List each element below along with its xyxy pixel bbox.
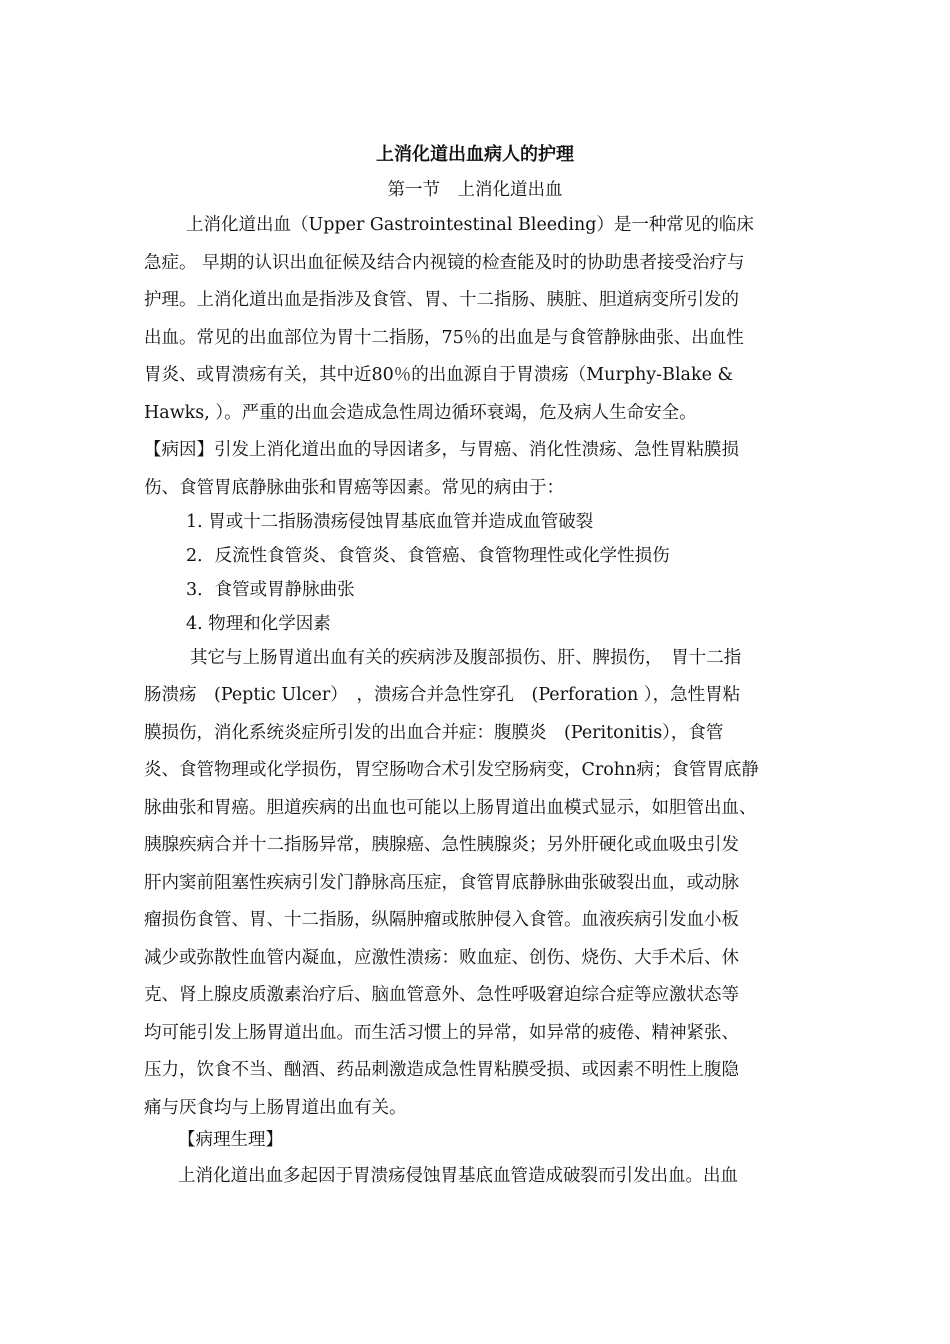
text-line: 肠溃疡 (Peptic Ulcer） ，溃疡合并急性穿孔 (Perforation ），急性胃粘 [144, 685, 741, 705]
text-line: 脉曲张和胃癌。胆道疾病的出血也可能以上肠胃道出血模式显示，如胆管出血、 [144, 798, 757, 818]
text-line: 压力，饮食不当、酗酒、药品刺激造成急性胃粘膜受损、或因素不明性上腹隐 [144, 1060, 739, 1080]
text-line: 【病因】引发上消化道出血的导因诸多，与胃癌、消化性溃疡、急性胃粘膜损 [144, 440, 739, 460]
text-line: 减少或弥散性血管内凝血，应激性溃疡：败血症、创伤、烧伤、大手术后、休 [144, 948, 739, 968]
list-item: 4. 物理和化学因素 [186, 614, 331, 634]
section-heading: 第一节 上消化道出血 [387, 180, 563, 200]
text-line: 上消化道出血（Upper Gastrointestinal Bleeding）是一种常见的临床 [186, 215, 754, 235]
text-line: 伤、食管胃底静脉曲张和胃癌等因素。常见的病由于： [144, 478, 564, 498]
text-line: 胰腺疾病合并十二指肠异常，胰腺癌、急性胰腺炎；另外肝硬化或血吸虫引发 [144, 835, 739, 855]
text-line: 肝内窦前阻塞性疾病引发门静脉高压症，食管胃底静脉曲张破裂出血，或动脉 [144, 873, 739, 893]
text-line: 上消化道出血多起因于胃溃疡侵蚀胃基底血管造成破裂而引发出血。出血 [178, 1166, 738, 1186]
text-line: 胃炎、或胃溃疡有关，其中近80％的出血源自于胃溃疡（Murphy-Blake & [144, 365, 734, 385]
text-line: 瘤损伤食管、胃、十二指肠，纵隔肿瘤或脓肿侵入食管。血液疾病引发血小板 [144, 910, 739, 930]
list-item: 3．食管或胃静脉曲张 [186, 580, 355, 600]
text-line: 护理。上消化道出血是指涉及食管、胃、十二指肠、胰脏、胆道病变所引发的 [144, 290, 739, 310]
text-line: 炎、食管物理或化学损伤，胃空肠吻合术引发空肠病变，Crohn病；食管胃底静 [144, 760, 759, 780]
list-item: 2．反流性食管炎、食管炎、食管癌、食管物理性或化学性损伤 [186, 546, 670, 566]
text-line: Hawks, ）。严重的出血会造成急性周边循环衰竭，危及病人生命安全。 [144, 403, 697, 423]
text-line: 克、肾上腺皮质激素治疗后、脑血管意外、急性呼吸窘迫综合症等应激状态等 [144, 985, 739, 1005]
text-line: 其它与上肠胃道出血有关的疾病涉及腹部损伤、肝、脾损伤， 胃十二指 [190, 648, 742, 668]
document-title: 上消化道出血病人的护理 [376, 144, 574, 165]
text-line: 痛与厌食均与上肠胃道出血有关。 [144, 1098, 407, 1118]
text-line: 膜损伤，消化系统炎症所引发的出血合并症：腹膜炎 (Peritonitis），食管 [144, 723, 724, 743]
text-line: 急症。 早期的认识出血征候及结合内视镜的检查能及时的协助患者接受治疗与 [144, 253, 745, 273]
text-line: 均可能引发上肠胃道出血。而生活习惯上的异常，如异常的疲倦、精神紧张、 [144, 1023, 739, 1043]
text-line: 出血。常见的出血部位为胃十二指肠，75％的出血是与食管静脉曲张、出血性 [144, 328, 744, 348]
section-heading: 【病理生理】 [178, 1130, 283, 1150]
list-item: 1. 胃或十二指肠溃疡侵蚀胃基底血管并造成血管破裂 [186, 512, 594, 532]
